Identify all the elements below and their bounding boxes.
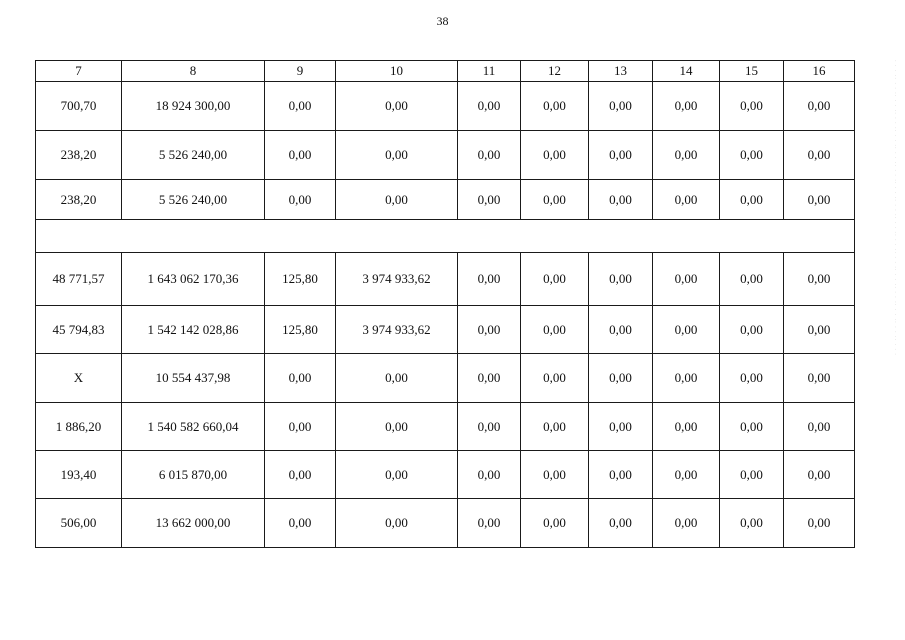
table-cell: 125,80: [265, 253, 336, 306]
table-cell: 0,00: [720, 403, 784, 451]
table-cell: 0,00: [336, 451, 458, 499]
table-cell: 0,00: [458, 354, 521, 403]
column-header: 11: [458, 61, 521, 82]
table-cell: 0,00: [265, 180, 336, 220]
table-cell: 0,00: [265, 451, 336, 499]
table-cell: 0,00: [720, 82, 784, 131]
table-cell: 0,00: [784, 499, 855, 548]
table-cell: 0,00: [720, 451, 784, 499]
table-cell: 0,00: [458, 253, 521, 306]
table-cell: 193,40: [36, 451, 122, 499]
page-number: 38: [436, 14, 449, 28]
table-cell: 0,00: [653, 82, 720, 131]
table-cell: 0,00: [784, 451, 855, 499]
data-table: [35, 60, 855, 548]
table-cell: 0,00: [720, 354, 784, 403]
table-cell: 0,00: [784, 82, 855, 131]
column-header: 12: [521, 61, 589, 82]
table-cell: 0,00: [720, 180, 784, 220]
table-cell: 1 643 062 170,36: [122, 253, 265, 306]
column-header: 9: [265, 61, 336, 82]
table-cell: 506,00: [36, 499, 122, 548]
table-cell: 0,00: [720, 499, 784, 548]
table-cell: 0,00: [653, 354, 720, 403]
table-cell: 0,00: [521, 306, 589, 354]
empty-merged-cell: [36, 220, 855, 253]
table-cell: 10 554 437,98: [122, 354, 265, 403]
table-cell: 238,20: [36, 180, 122, 220]
table-row: [36, 354, 855, 403]
column-header: 15: [720, 61, 784, 82]
table-cell: 0,00: [784, 403, 855, 451]
table-cell: 48 771,57: [36, 253, 122, 306]
table-cell: 0,00: [265, 354, 336, 403]
table-cell: 0,00: [521, 253, 589, 306]
table-cell: 0,00: [589, 354, 653, 403]
table-cell: X: [36, 354, 122, 403]
table-cell: 0,00: [458, 180, 521, 220]
table-cell: 6 015 870,00: [122, 451, 265, 499]
table-cell: 0,00: [521, 499, 589, 548]
table-cell: 0,00: [589, 451, 653, 499]
table-cell: 0,00: [336, 82, 458, 131]
table-cell: 0,00: [521, 451, 589, 499]
column-header: 14: [653, 61, 720, 82]
table-cell: 18 924 300,00: [122, 82, 265, 131]
table-cell: 0,00: [653, 131, 720, 180]
table-cell: 125,80: [265, 306, 336, 354]
table-row: [36, 180, 855, 220]
table-cell: 45 794,83: [36, 306, 122, 354]
table-cell: 0,00: [336, 354, 458, 403]
table-row: [36, 82, 855, 131]
column-header: 13: [589, 61, 653, 82]
table-cell: 1 542 142 028,86: [122, 306, 265, 354]
table-cell: 0,00: [589, 499, 653, 548]
table-cell: 0,00: [589, 253, 653, 306]
table-cell: 0,00: [265, 403, 336, 451]
table-cell: 5 526 240,00: [122, 180, 265, 220]
table-cell: 0,00: [653, 499, 720, 548]
section-separator-row: [36, 220, 855, 253]
table-cell: 0,00: [720, 253, 784, 306]
table-cell: 0,00: [521, 82, 589, 131]
table-cell: 0,00: [265, 131, 336, 180]
table-cell: 0,00: [653, 180, 720, 220]
table-cell: 0,00: [653, 451, 720, 499]
table-cell: 0,00: [589, 306, 653, 354]
table-row: [36, 499, 855, 548]
table-cell: 0,00: [458, 451, 521, 499]
table-cell: 13 662 000,00: [122, 499, 265, 548]
column-header: 8: [122, 61, 265, 82]
table-cell: 0,00: [336, 403, 458, 451]
table-cell: 0,00: [521, 403, 589, 451]
table-cell: 0,00: [458, 131, 521, 180]
header-row: [36, 61, 855, 82]
table-cell: 0,00: [653, 403, 720, 451]
table-row: [36, 451, 855, 499]
table-cell: 1 886,20: [36, 403, 122, 451]
table-cell: 0,00: [784, 131, 855, 180]
table-cell: 238,20: [36, 131, 122, 180]
table-cell: 5 526 240,00: [122, 131, 265, 180]
table-cell: 0,00: [458, 499, 521, 548]
table-cell: 0,00: [589, 403, 653, 451]
table-cell: 0,00: [336, 180, 458, 220]
table-cell: 0,00: [784, 253, 855, 306]
column-header: 7: [36, 61, 122, 82]
table-cell: 0,00: [589, 131, 653, 180]
table-cell: 0,00: [336, 131, 458, 180]
table-cell: 0,00: [784, 354, 855, 403]
table-cell: 0,00: [336, 499, 458, 548]
scan-margin-artifact: · · · ·· · · ·· · · ·· · · ·· · · ·· · · ·· · · ·· · · ·· · · ·· · · ·· · · ·· · · ·· · · ·· · · ·· · · ·· · · ·· · · ·: [892, 60, 897, 356]
table-cell: 0,00: [458, 403, 521, 451]
table-cell: 0,00: [265, 499, 336, 548]
table-cell: 0,00: [458, 82, 521, 131]
table-cell: 0,00: [720, 306, 784, 354]
table-cell: 1 540 582 660,04: [122, 403, 265, 451]
table-cell: 700,70: [36, 82, 122, 131]
table-cell: 0,00: [458, 306, 521, 354]
table-cell: 3 974 933,62: [336, 253, 458, 306]
table-row: [36, 253, 855, 306]
table-cell: 0,00: [653, 253, 720, 306]
table-cell: 3 974 933,62: [336, 306, 458, 354]
table-row: [36, 403, 855, 451]
column-header: 16: [784, 61, 855, 82]
table-cell: 0,00: [720, 131, 784, 180]
table-cell: 0,00: [265, 82, 336, 131]
table-cell: 0,00: [589, 180, 653, 220]
table-cell: 0,00: [653, 306, 720, 354]
table-cell: 0,00: [784, 306, 855, 354]
column-header: 10: [336, 61, 458, 82]
table-cell: 0,00: [589, 82, 653, 131]
table-row: [36, 306, 855, 354]
table-cell: 0,00: [784, 180, 855, 220]
table-row: [36, 131, 855, 180]
table-cell: 0,00: [521, 354, 589, 403]
table-cell: 0,00: [521, 180, 589, 220]
table-cell: 0,00: [521, 131, 589, 180]
